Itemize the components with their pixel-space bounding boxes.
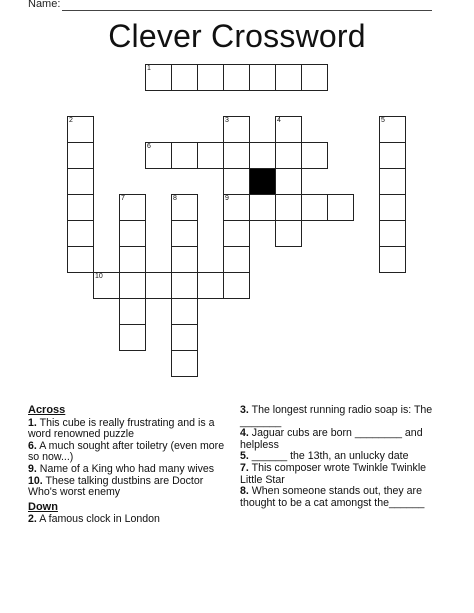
clue-number: 10 <box>95 273 103 280</box>
grid-cell[interactable] <box>275 194 302 221</box>
down-heading: Down <box>28 500 58 513</box>
grid-cell[interactable] <box>223 272 250 299</box>
grid-cell[interactable] <box>145 272 172 299</box>
clue-number: 5 <box>381 117 385 124</box>
grid-cell[interactable] <box>67 168 94 195</box>
grid-cell[interactable] <box>197 142 224 169</box>
across-heading: Across <box>28 404 66 416</box>
grid-cell[interactable] <box>379 142 406 169</box>
grid-cell[interactable] <box>119 194 146 221</box>
clue-text: A famous clock in London <box>36 513 160 526</box>
clue-text: The longest running radio soap is: The _______ <box>240 404 433 428</box>
grid-cell[interactable] <box>171 350 198 377</box>
clue-number: 1 <box>147 65 151 72</box>
clue-num: 8. <box>240 485 249 498</box>
grid-cell[interactable] <box>119 298 146 325</box>
clue-text: Jaguar cubs are born ________ and helpless <box>240 427 423 451</box>
clue-item <box>28 418 228 441</box>
clue-num: 5. <box>240 450 249 463</box>
grid-cell[interactable] <box>223 64 250 91</box>
clue-text: When someone stands out, they are thought to be a cat amongst the______ <box>240 485 425 509</box>
clues-left-column <box>28 405 228 526</box>
grid-cell[interactable] <box>223 142 250 169</box>
clue-text: This composer wrote Twinkle Twinkle Little Star <box>240 461 427 486</box>
grid-cell[interactable] <box>67 142 94 169</box>
clue-num: 4. <box>240 427 249 440</box>
clue-text: A much sought after toiletry (even more so now...) <box>28 439 225 464</box>
clue-text: These talking dustbins are Doctor Who's worst enemy <box>28 474 204 499</box>
grid-cell[interactable] <box>197 272 224 299</box>
grid-cell[interactable] <box>197 64 224 91</box>
clue-text: This cube is really frustrating and is a word renowned puzzle <box>28 416 215 441</box>
clue-item <box>240 486 445 509</box>
grid-cell[interactable] <box>275 64 302 91</box>
grid-cell[interactable] <box>145 142 172 169</box>
black-square <box>249 168 276 195</box>
grid-cell[interactable] <box>379 194 406 221</box>
clue-number: 9 <box>225 195 229 202</box>
grid-cell[interactable] <box>119 324 146 351</box>
clue-number: 8 <box>173 195 177 202</box>
clue-item <box>240 428 445 451</box>
clue-text: ______ the 13th, an unlucky date <box>248 450 409 463</box>
clue-number: 7 <box>121 195 125 202</box>
grid-cell[interactable] <box>275 220 302 247</box>
grid-cell[interactable] <box>171 298 198 325</box>
grid-cell[interactable] <box>275 142 302 169</box>
clues-right-column <box>240 405 445 509</box>
grid-cell[interactable] <box>249 142 276 169</box>
clue-item <box>28 441 228 464</box>
clue-num: 3. <box>240 404 249 416</box>
across-clue-list <box>28 418 228 499</box>
grid-cell[interactable] <box>171 246 198 273</box>
grid-cell[interactable] <box>379 220 406 247</box>
clue-item <box>28 476 228 499</box>
grid-cell[interactable] <box>171 194 198 221</box>
clue-num: 1. <box>28 416 37 429</box>
grid-cell[interactable] <box>171 272 198 299</box>
clue-num: 9. <box>28 462 37 475</box>
name-label: Name: <box>28 0 61 10</box>
grid-cell[interactable] <box>67 194 94 221</box>
clue-item <box>28 514 228 526</box>
grid-cell[interactable] <box>327 194 354 221</box>
clue-num: 10. <box>28 474 43 487</box>
grid-cell[interactable] <box>223 194 250 221</box>
clue-number: 6 <box>147 143 151 150</box>
grid-cell[interactable] <box>171 142 198 169</box>
clue-number: 3 <box>225 117 229 124</box>
clue-number: 4 <box>277 117 281 124</box>
grid-cell[interactable] <box>67 116 94 143</box>
down-clue-list <box>28 514 228 526</box>
grid-cell[interactable] <box>223 220 250 247</box>
grid-cell[interactable] <box>119 272 146 299</box>
clue-num: 7. <box>240 461 249 474</box>
grid-cell[interactable] <box>379 168 406 195</box>
grid-cell[interactable] <box>67 246 94 273</box>
grid-cell[interactable] <box>301 194 328 221</box>
grid-cell[interactable] <box>379 246 406 273</box>
clue-number: 2 <box>69 117 73 124</box>
clue-num: 2. <box>28 513 37 526</box>
grid-cell[interactable] <box>379 116 406 143</box>
clue-item <box>240 405 445 428</box>
grid-cell[interactable] <box>301 64 328 91</box>
page-title: Clever Crossword <box>108 18 366 54</box>
grid-cell[interactable] <box>171 64 198 91</box>
grid-cell[interactable] <box>275 116 302 143</box>
grid-cell[interactable] <box>171 220 198 247</box>
clue-text: Name of a King who had many wives <box>36 462 215 475</box>
grid-cell[interactable] <box>249 194 276 221</box>
clue-num: 6. <box>28 439 37 452</box>
grid-cell[interactable] <box>301 142 328 169</box>
grid-cell[interactable] <box>223 168 250 195</box>
grid-cell[interactable] <box>119 220 146 247</box>
grid-cell[interactable] <box>119 246 146 273</box>
grid-cell[interactable] <box>249 64 276 91</box>
grid-cell[interactable] <box>171 324 198 351</box>
grid-cell[interactable] <box>145 64 172 91</box>
grid-cell[interactable] <box>223 246 250 273</box>
down-clue-list-continued <box>240 405 445 509</box>
grid-cell[interactable] <box>223 116 250 143</box>
grid-cell[interactable] <box>275 168 302 195</box>
clue-item <box>240 463 445 486</box>
grid-cell[interactable] <box>67 220 94 247</box>
grid-cell[interactable] <box>93 272 120 299</box>
